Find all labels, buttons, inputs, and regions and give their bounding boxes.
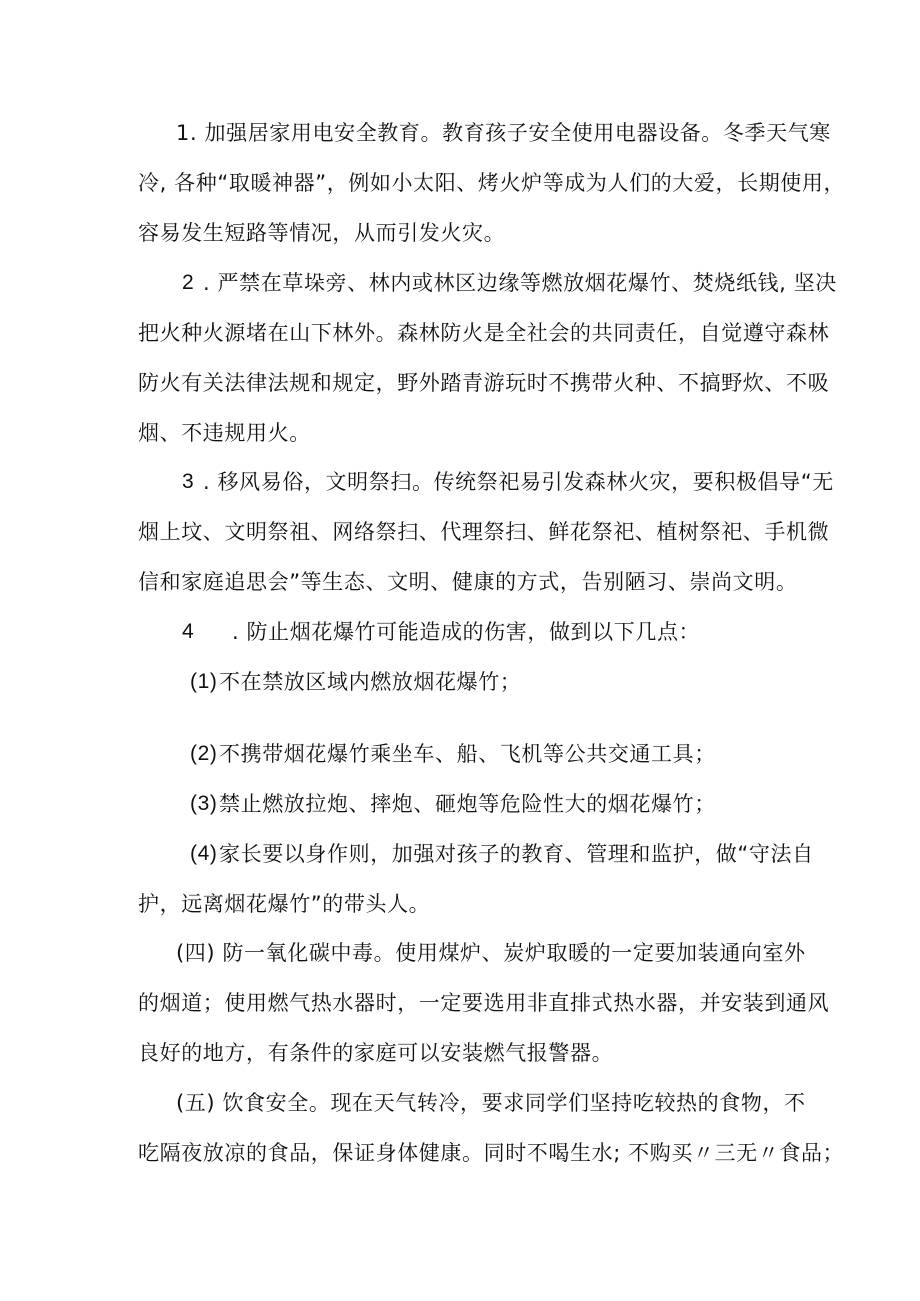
- paragraph-2-number: 2: [182, 271, 195, 294]
- paragraph-2-line-2: 把火种火源堵在山下林外。森林防火是全社会的共同责任，自觉遵守森林: [138, 321, 830, 345]
- item-2-text: 不携带烟花爆竹乘坐车、船、飞机等公共交通工具；: [219, 742, 716, 766]
- paragraph-3-line-3: 信和家庭追思会”等生态、文明、健康的方式，告别陋习、崇尚文明。: [138, 570, 798, 594]
- section-5-line-2: 吃隔夜放凉的食品，保证身体健康。同时不喝生水; 不购买〃三无〃食品；: [138, 1141, 845, 1165]
- paragraph-2-line-1: . 严禁在草垛旁、林内或林区边缘等燃放烟花爆竹、焚烧纸钱, 坚决: [203, 271, 837, 295]
- item-3-text: 禁止燃放拉炮、摔炮、砸炮等危险性大的烟花爆竹；: [219, 792, 716, 816]
- item-1-text: 不在禁放区域内燃放烟花爆竹；: [219, 670, 522, 694]
- paragraph-4-number: 4: [182, 620, 195, 643]
- paragraph-4-line-1: . 防止烟花爆竹可能造成的伤害，做到以下几点：: [232, 620, 701, 644]
- item-3-number: (3): [190, 792, 218, 815]
- section-4-line-2: 的烟道；使用燃气热水器时，一定要选用非直排式热水器，并安装到通风: [138, 991, 830, 1015]
- paragraph-3-line-2: 烟上坟、文明祭祖、网络祭扫、代理祭扫、鲜花祭祀、植树祭祀、手机微: [138, 520, 830, 544]
- item-2-number: (2): [190, 742, 218, 765]
- section-4-line-1: (四) 防一氧化碳中毒。使用煤炉、炭炉取暖的一定要加装通向室外: [176, 941, 806, 965]
- paragraph-2-line-4: 烟、不违规用火。: [138, 421, 311, 445]
- paragraph-1-line-3: 容易发生短路等情况，从而引发火灾。: [138, 221, 506, 245]
- section-5-line-1: (五) 饮食安全。现在天气转冷，要求同学们坚持吃较热的食物，不: [176, 1091, 806, 1115]
- item-4-line-2: 护，远离烟花爆竹”的带头人。: [138, 892, 431, 916]
- item-1-number: (1): [190, 670, 218, 693]
- item-4-line-1: 家长要以身作则，加强对孩子的教育、管理和监护，做“守法自: [219, 842, 814, 866]
- paragraph-2-line-3: 防火有关法律法规和规定，野外踏青游玩时不携带火种、不搞野炊、不吸: [138, 371, 830, 395]
- item-4-number: (4): [190, 842, 218, 865]
- paragraph-3-line-1: . 移风易俗，文明祭扫。传统祭祀易引发森林火灾，要积极倡导“无: [203, 470, 834, 494]
- paragraph-1-line-2: 冷, 各种“取暖神器”，例如小太阳、烤火炉等成为人们的大爱，长期使用，: [138, 171, 846, 195]
- paragraph-3-number: 3: [182, 470, 195, 493]
- section-4-line-3: 良好的地方，有条件的家庭可以安装燃气报警器。: [138, 1041, 614, 1065]
- paragraph-1-line-1: 1. 加强居家用电安全教育。教育孩子安全使用电器设备。冬季天气寒: [176, 121, 831, 145]
